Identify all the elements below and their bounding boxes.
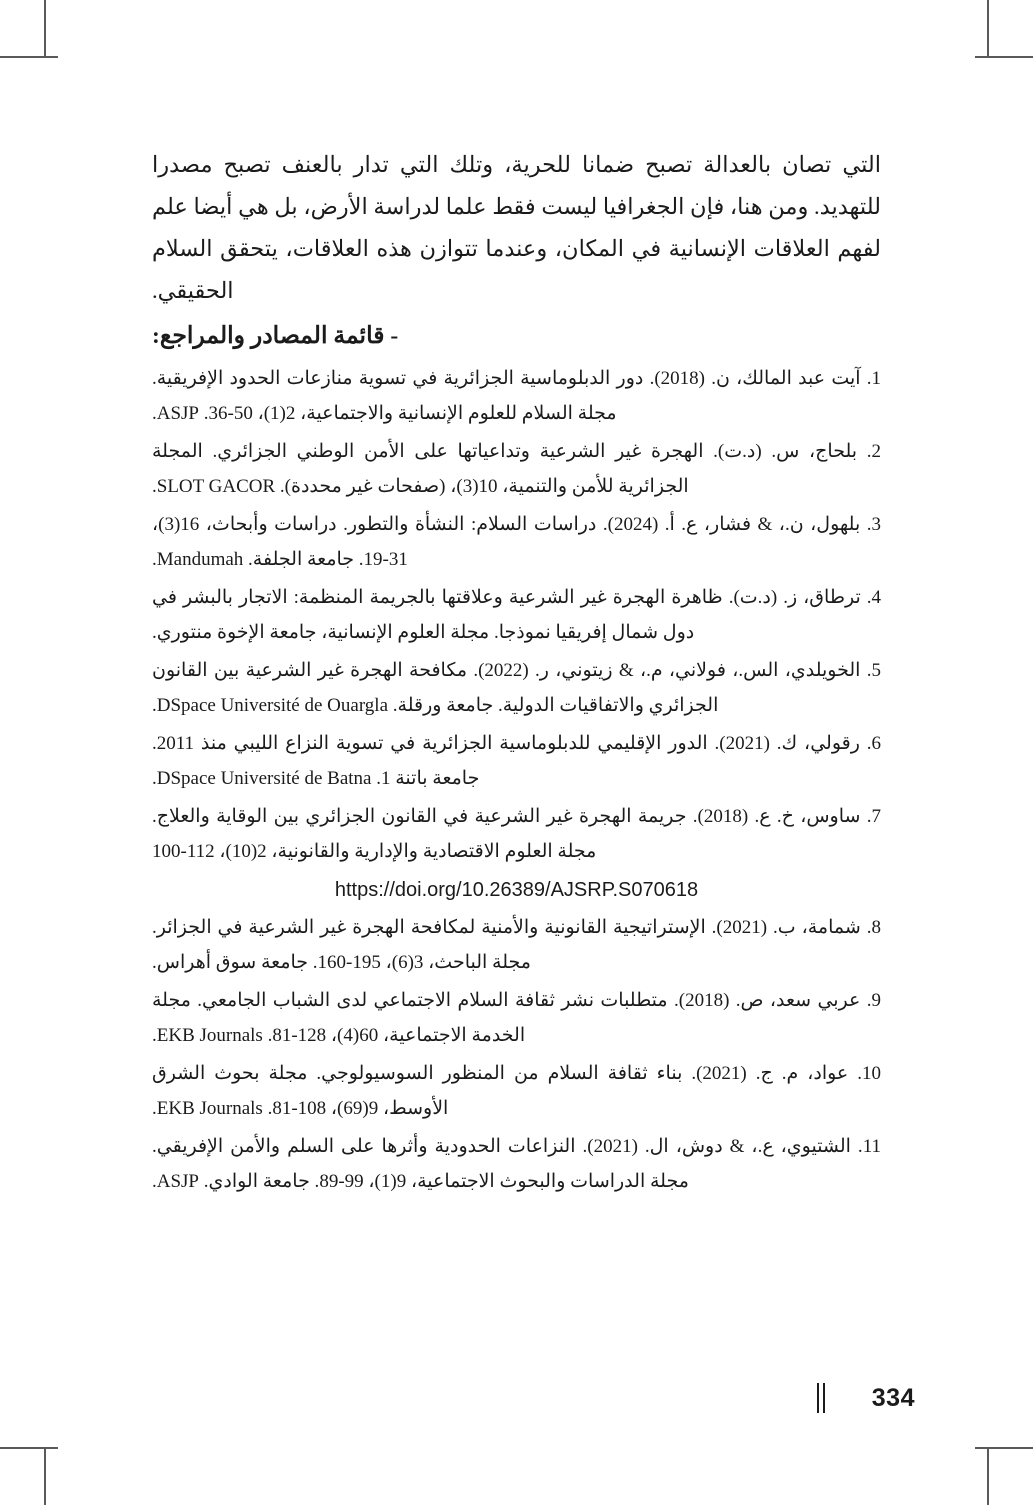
crop-mark-top-left-vertical (44, 0, 46, 56)
page-footer (0, 1373, 1033, 1413)
crop-mark-bottom-right-vertical (987, 1449, 989, 1505)
reference-item: 4. ترطاق، ز. (د.ت). ظاهرة الهجرة غير الشرعية وعلاقتها بالجريمة المنظمة: الاتجار بالبشر في دول شمال إفريقيا نموذجا. مجلة العلوم الإنسانية، جامعة الإخوة منتوري. (152, 587, 881, 643)
body-paragraph: التي تصان بالعدالة تصبح ضمانا للحرية، وتلك التي تدار بالعنف تصبح مصدرا للتهديد. ومن هنا، فإن الجغرافيا ليست فقط علما لدراسة الأرض، بل هي أيضا علم لفهم العلاقات الإنسانية في المكان، وعندما تتوازن هذه العلاقات، يتحقق السلام الحقيقي. (152, 152, 881, 303)
reference-doi-link[interactable]: https://doi.org/10.26389/AJSRP.S070618 (334, 879, 699, 901)
reference-item: 8. شمامة، ب. (2021). الإستراتيجية القانونية والأمنية لمكافحة الهجرة غير الشرعية في الجزائر. مجلة الباحث، 3(6)، 195-160. جامعة سوق أهراس. (152, 917, 881, 973)
page-content (152, 144, 881, 1203)
references-list (152, 362, 881, 1199)
crop-mark-top-right-vertical (987, 0, 989, 56)
crop-mark-bottom-right-horizontal (975, 1447, 1033, 1449)
reference-item: 5. الخويلدي، الس.، فولاني، م.، & زيتوني، ر. (2022). مكافحة الهجرة غير الشرعية بين القانون الجزائري والاتفاقيات الدولية. جامعة ورقلة. DSpace Université de Ouargla. (152, 660, 881, 716)
reference-item: 3. بلهول، ن.، & فشار، ع. أ. (2024). دراسات السلام: النشأة والتطور. دراسات وأبحاث، 16(3)، 31-19. جامعة الجلفة. Mandumah. (152, 514, 881, 570)
crop-mark-bottom-left-horizontal (0, 1447, 58, 1449)
reference-item: 6. رقولي، ك. (2021). الدور الإقليمي للدبلوماسية الجزائرية في تسوية النزاع الليبي منذ 2011. جامعة باتنة 1. DSpace Université de Batna. (152, 733, 881, 789)
reference-item: 11. الشتيوي، ع.، & دوش، ال. (2021). النزاعات الحدودية وأثرها على السلم والأمن الإفريقي. مجلة الدراسات والبحوث الاجتماعية، 9(1)، 99-89. جامعة الوادي. ASJP. (152, 1136, 881, 1192)
page-number: 334 (871, 1383, 915, 1412)
reference-item: 10. عواد، م. ج. (2021). بناء ثقافة السلام من المنظور السوسيولوجي. مجلة بحوث الشرق الأوسط، 9(69)، 108-81. EKB Journals. (152, 1063, 881, 1119)
footer-inner (817, 1383, 915, 1413)
reference-item: 7. ساوس، خ. ع. (2018). جريمة الهجرة غير الشرعية في القانون الجزائري بين الوقاية والعلاج. مجلة العلوم الاقتصادية والإدارية والقانونية، 2(10)، 112-100 (152, 806, 881, 862)
references-heading: - قائمة المصادر والمراجع: (152, 323, 399, 349)
crop-mark-top-right-horizontal (975, 56, 1033, 58)
reference-item: 1. آيت عبد المالك، ن. (2018). دور الدبلوماسية الجزائرية في تسوية منازعات الحدود الإفريقية. مجلة السلام للعلوم الإنسانية والاجتماعية، 2(1)، 50-36. ASJP. (152, 368, 882, 424)
reference-item: 9. عربي سعد، ص. (2018). متطلبات نشر ثقافة السلام الاجتماعي لدى الشباب الجامعي. مجلة الخدمة الاجتماعية، 60(4)، 128-81. EKB Journals. (152, 990, 882, 1046)
crop-mark-top-left-horizontal (0, 56, 58, 58)
reference-item: 2. بلحاج، س. (د.ت). الهجرة غير الشرعية وتداعياتها على الأمن الوطني الجزائري. المجلة الجزائرية للأمن والتنمية، 10(3)، (صفحات غير محددة). SLOT GACOR. (152, 441, 881, 497)
crop-mark-bottom-left-vertical (44, 1449, 46, 1505)
double-bar-icon (817, 1383, 826, 1413)
